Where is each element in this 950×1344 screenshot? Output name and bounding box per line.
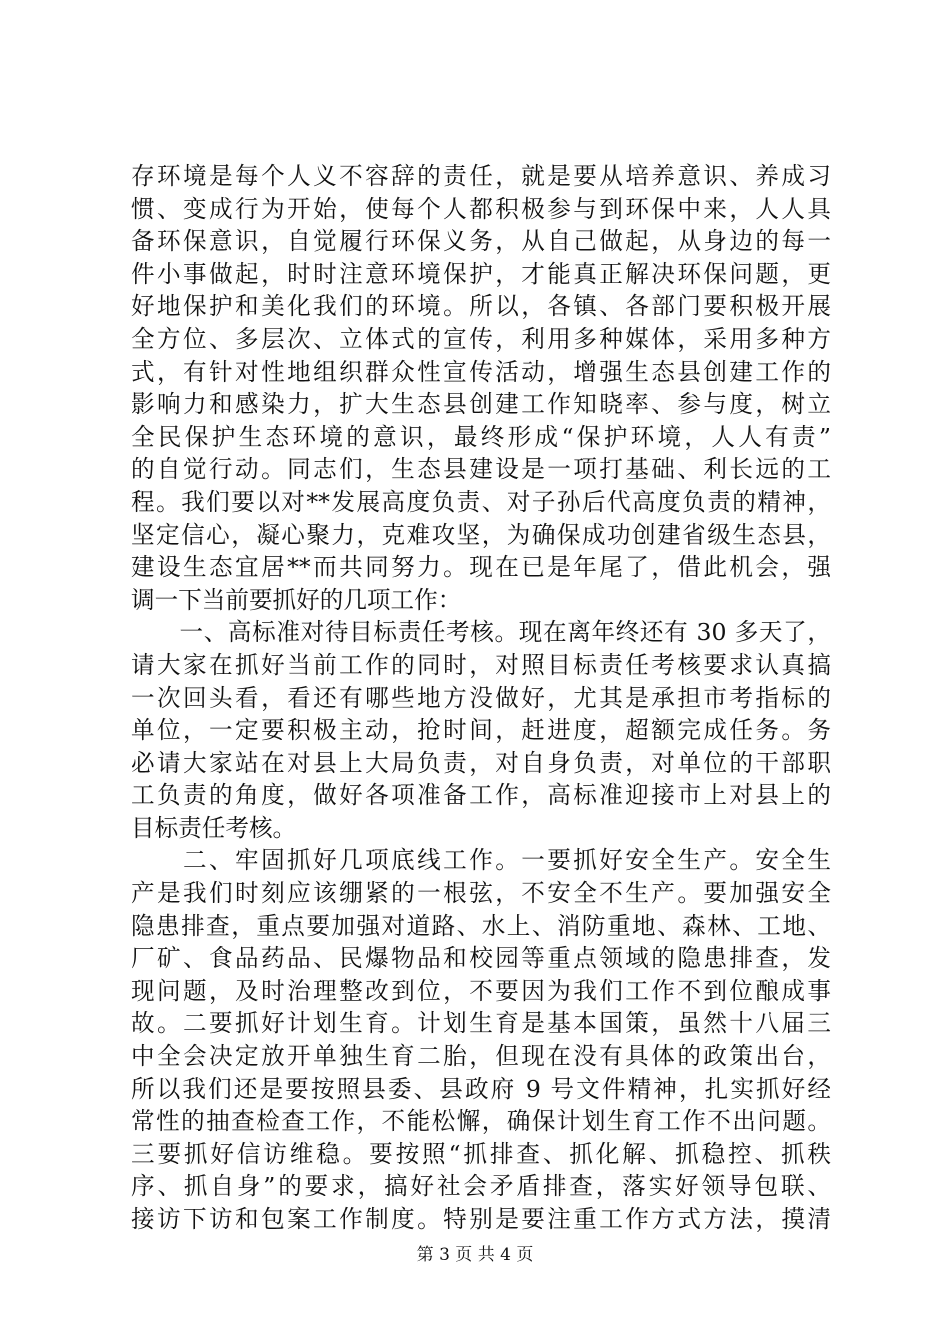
text-line: 备环保意识，自觉履行环保义务，从自己做起，从身边的每一	[131, 227, 831, 256]
text-line: 的自觉行动。同志们，生态县建设是一项打基础、利长远的工	[131, 455, 831, 484]
text-line: 全方位、多层次、立体式的宣传，利用多种媒体，采用多种方	[131, 324, 831, 353]
page-footer: 第 3 页 共 4 页	[416, 1245, 534, 1265]
text-line: 中全会决定放开单独生育二胎，但现在没有具体的政策出台，	[131, 1042, 831, 1071]
text-line: 现问题，及时治理整改到位，不要因为我们工作不到位酿成事	[131, 976, 831, 1005]
text-line: 件小事做起，时时注意环境保护，才能真正解决环保问题，更	[131, 259, 831, 288]
text-line: 二、牢固抓好几项底线工作。一要抓好安全生产。安全生	[131, 846, 831, 875]
text-line: 程。我们要以对**发展高度负责、对子孙后代高度负责的精神，	[131, 487, 831, 516]
text-line: 序、抓自身”的要求，搞好社会矛盾排查，落实好领导包联、	[131, 1172, 831, 1201]
text-line: 一次回头看，看还有哪些地方没做好，尤其是承担市考指标的	[131, 683, 831, 712]
text-line: 工负责的角度，做好各项准备工作，高标准迎接市上对县上的	[131, 781, 831, 810]
text-line: 必请大家站在对县上大局负责，对自身负责，对单位的干部职	[131, 748, 831, 777]
text-line: 存环境是每个人义不容辞的责任，就是要从培养意识、养成习	[131, 162, 831, 190]
text-line: 一、高标准对待目标责任考核。现在离年终还有 30 多天了，	[131, 618, 831, 647]
text-line: 常性的抽查检查工作，不能松懈，确保计划生育工作不出问题。	[131, 1107, 831, 1136]
text-line: 建设生态宜居**而共同努力。现在已是年尾了，借此机会，强	[131, 553, 831, 582]
text-line: 请大家在抓好当前工作的同时，对照目标责任考核要求认真搞	[131, 650, 831, 679]
text-line: 厂矿、食品药品、民爆物品和校园等重点领域的隐患排查，发	[131, 944, 831, 973]
text-line: 式，有针对性地组织群众性宣传活动，增强生态县创建工作的	[131, 357, 831, 386]
text-line: 调一下当前要抓好的几项工作：	[131, 585, 462, 614]
text-line: 故。二要抓好计划生育。计划生育是基本国策，虽然十八届三	[131, 1009, 831, 1038]
text-line: 好地保护和美化我们的环境。所以，各镇、各部门要积极开展	[131, 292, 831, 321]
text-line: 三要抓好信访维稳。要按照“抓排查、抓化解、抓稳控、抓秩	[131, 1139, 831, 1168]
text-line: 坚定信心，凝心聚力，克难攻坚，为确保成功创建省级生态县，	[131, 520, 831, 549]
text-line: 所以我们还是要按照县委、县政府 9 号文件精神，扎实抓好经	[131, 1074, 831, 1103]
text-line: 惯、变成行为开始，使每个人都积极参与到环保中来，人人具	[131, 194, 831, 223]
text-line: 全民保护生态环境的意识，最终形成“保护环境，人人有责”	[131, 422, 831, 451]
text-line: 影响力和感染力，扩大生态县创建工作知晓率、参与度，树立	[131, 390, 831, 419]
text-line: 目标责任考核。	[131, 813, 297, 842]
text-line: 隐患排查，重点要加强对道路、水上、消防重地、森林、工地、	[131, 911, 831, 940]
body-text	[131, 160, 831, 1236]
text-line: 产是我们时刻应该绷紧的一根弦，不安全不生产。要加强安全	[131, 879, 831, 908]
text-line: 单位，一定要积极主动，抢时间，赶进度，超额完成任务。务	[131, 716, 831, 745]
text-line: 接访下访和包案工作制度。特别是要注重工作方式方法，摸清	[131, 1205, 831, 1233]
